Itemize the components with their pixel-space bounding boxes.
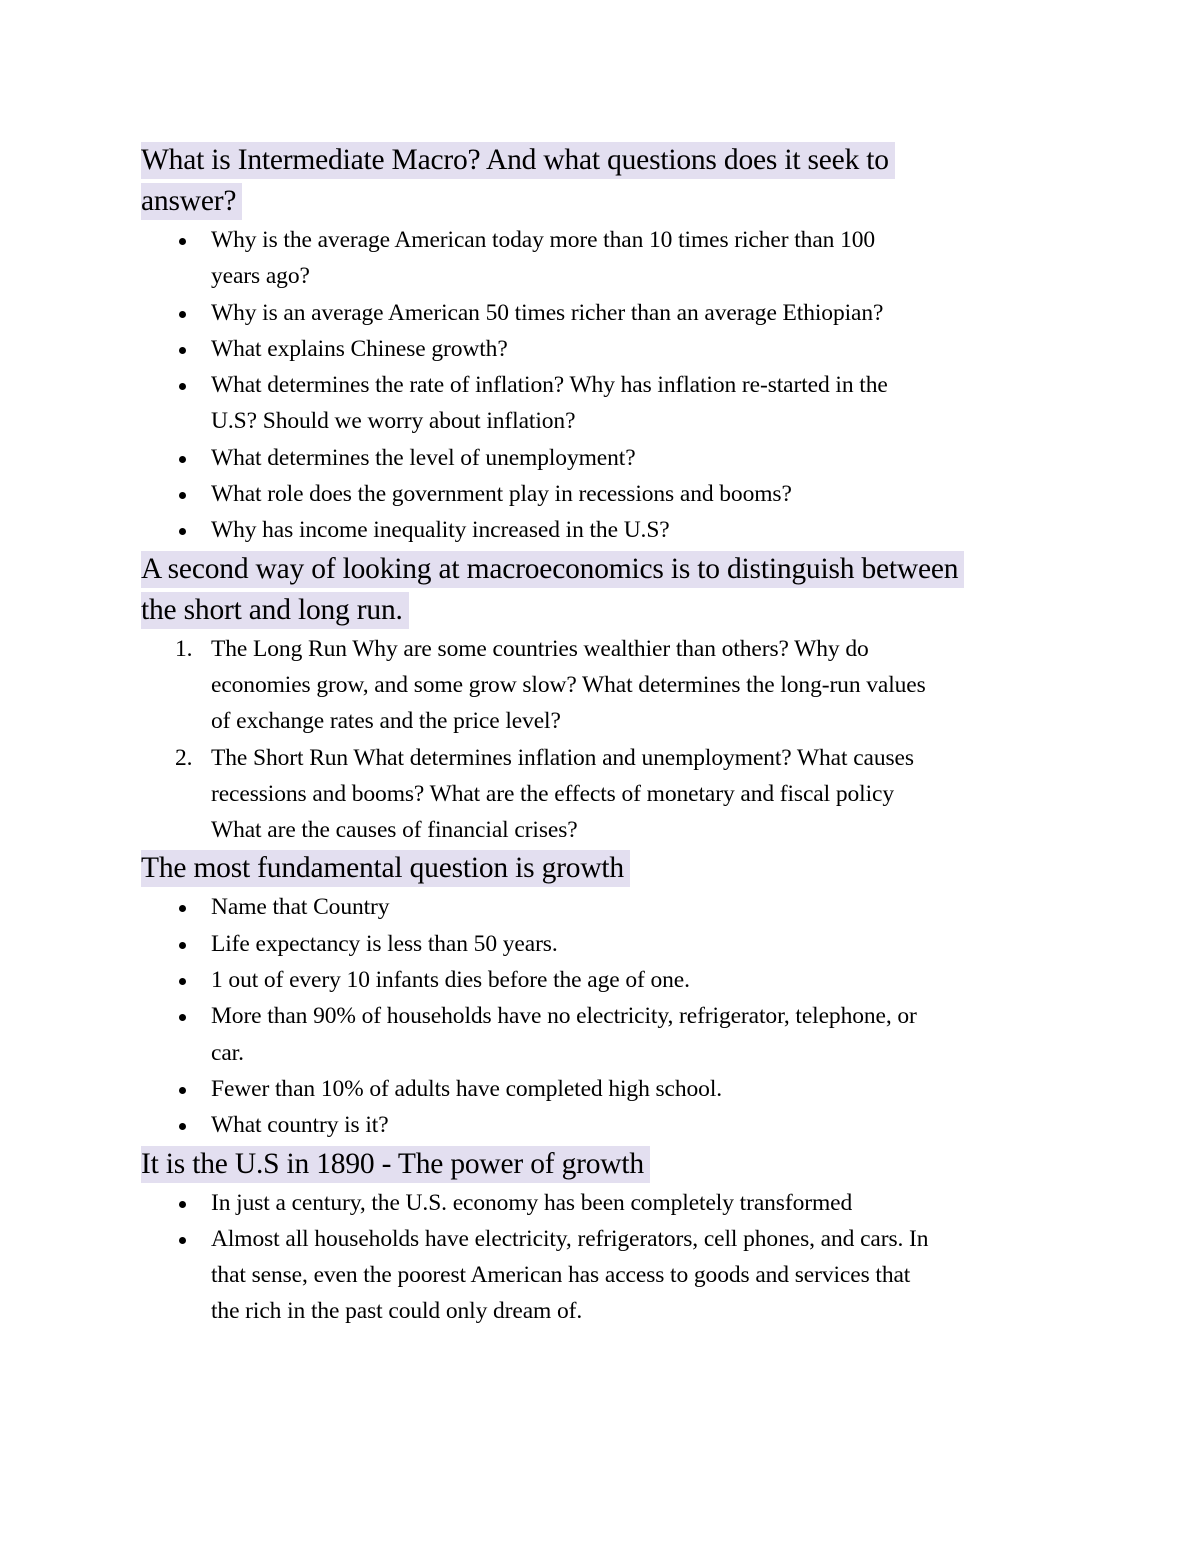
list-item-line: Fewer than 10% of adults have completed high school. bbox=[211, 1075, 723, 1102]
list-item-line: Name that Country bbox=[211, 894, 390, 921]
document-content bbox=[141, 140, 1066, 1330]
bullet-icon bbox=[179, 1087, 186, 1094]
list-item-line: The Long Run Why are some countries wealthier than others? Why do bbox=[211, 635, 869, 662]
list-item bbox=[141, 1185, 1066, 1221]
list-item bbox=[141, 631, 1066, 740]
list-item-line: What role does the government play in recessions and booms? bbox=[211, 481, 792, 508]
section-us-1890 bbox=[141, 1144, 1066, 1330]
list-item bbox=[141, 740, 1066, 849]
heading-line: the short and long run. bbox=[141, 593, 403, 626]
list-item bbox=[141, 476, 1066, 512]
list-item-line: Why has income inequality increased in the U.S? bbox=[211, 517, 670, 544]
list-item bbox=[141, 962, 1066, 998]
list-item-line: What determines the rate of inflation? Why has inflation re-started in the bbox=[211, 372, 888, 399]
list-item bbox=[141, 889, 1066, 925]
heading-line: A second way of looking at macroeconomics is to distinguish between bbox=[141, 552, 959, 585]
bullet-icon bbox=[179, 311, 186, 318]
list-item-line: U.S? Should we worry about inflation? bbox=[211, 408, 576, 435]
heading-line: answer? bbox=[141, 185, 237, 217]
list-item-line: Life expectancy is less than 50 years. bbox=[211, 930, 558, 957]
heading-highlight bbox=[141, 142, 895, 220]
list-item bbox=[141, 512, 1066, 548]
section-intermediate-macro bbox=[141, 140, 1066, 549]
list-item bbox=[141, 1221, 1066, 1330]
heading-highlight bbox=[141, 551, 964, 629]
heading-highlight bbox=[141, 1146, 650, 1183]
heading-highlight bbox=[141, 850, 630, 887]
bullet-icon bbox=[179, 1123, 186, 1130]
list-item bbox=[141, 295, 1066, 331]
list-item-line: The Short Run What determines inflation and unemployment? What causes bbox=[211, 744, 914, 771]
list-item bbox=[141, 1071, 1066, 1107]
list-item-line: the rich in the past could only dream of. bbox=[211, 1298, 583, 1325]
section-heading bbox=[141, 549, 1066, 631]
list-item-line: What country is it? bbox=[211, 1112, 389, 1139]
list-number: 2. bbox=[175, 744, 193, 771]
list-item-line: In just a century, the U.S. economy has been completely transformed bbox=[211, 1189, 853, 1216]
list-item-line: recessions and booms? What are the effects of monetary and fiscal policy bbox=[211, 780, 894, 807]
section-heading bbox=[141, 1144, 1066, 1185]
bullet-icon bbox=[179, 905, 186, 912]
list-item-line: that sense, even the poorest American has access to goods and services that bbox=[211, 1262, 911, 1289]
heading-line: What is Intermediate Macro? And what questions does it seek to bbox=[141, 144, 889, 176]
bullet-icon bbox=[179, 528, 186, 535]
bullet-icon bbox=[179, 978, 186, 985]
list-item-line: What determines the level of unemployment? bbox=[211, 444, 636, 471]
numbered-list bbox=[141, 631, 1066, 849]
bullet-icon bbox=[179, 238, 186, 245]
bullet-icon bbox=[179, 456, 186, 463]
bullet-icon bbox=[179, 1237, 186, 1244]
list-item bbox=[141, 926, 1066, 962]
bullet-icon bbox=[179, 1201, 186, 1208]
heading-line: The most fundamental question is growth bbox=[141, 852, 624, 885]
bullet-list bbox=[141, 1185, 1066, 1330]
list-item-line: Almost all households have electricity, refrigerators, cell phones, and cars. In bbox=[211, 1225, 929, 1252]
section-heading bbox=[141, 140, 1066, 222]
list-item-line: What explains Chinese growth? bbox=[211, 335, 508, 362]
bullet-icon bbox=[179, 942, 186, 949]
bullet-icon bbox=[179, 492, 186, 499]
list-item-line: Why is an average American 50 times richer than an average Ethiopian? bbox=[211, 299, 884, 326]
section-fundamental-growth bbox=[141, 848, 1066, 1143]
bullet-list bbox=[141, 222, 1066, 549]
list-item-line: More than 90% of households have no electricity, refrigerator, telephone, or bbox=[211, 1003, 917, 1030]
list-item-line: economies grow, and some grow slow? What determines the long-run values bbox=[211, 671, 926, 698]
section-heading bbox=[141, 848, 1066, 889]
list-item-line: of exchange rates and the price level? bbox=[211, 708, 561, 735]
heading-line: It is the U.S in 1890 - The power of growth bbox=[141, 1147, 644, 1180]
section-short-long-run bbox=[141, 549, 1066, 849]
list-item bbox=[141, 367, 1066, 440]
bullet-list bbox=[141, 889, 1066, 1143]
list-item-line: 1 out of every 10 infants dies before the age of one. bbox=[211, 967, 690, 994]
list-item-line: Why is the average American today more than 10 times richer than 100 bbox=[211, 227, 876, 253]
list-item bbox=[141, 998, 1066, 1071]
bullet-icon bbox=[179, 1014, 186, 1021]
list-item bbox=[141, 1107, 1066, 1143]
list-item bbox=[141, 331, 1066, 367]
list-number: 1. bbox=[175, 635, 193, 662]
list-item bbox=[141, 222, 1066, 295]
list-item bbox=[141, 440, 1066, 476]
list-item-line: What are the causes of financial crises? bbox=[211, 817, 578, 844]
bullet-icon bbox=[179, 347, 186, 354]
list-item-line: car. bbox=[211, 1039, 244, 1066]
list-item-line: years ago? bbox=[211, 263, 310, 290]
bullet-icon bbox=[179, 383, 186, 390]
